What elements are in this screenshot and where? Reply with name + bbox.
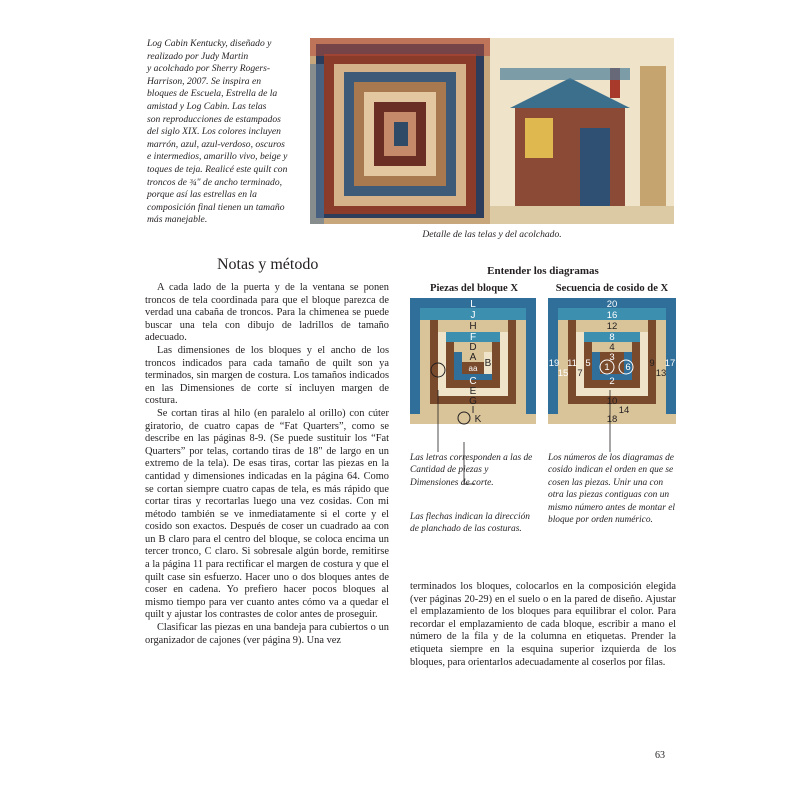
piece-label: C [469,376,477,387]
sequence-number: 8 [609,332,615,343]
caption-line: Log Cabin Kentucky, diseñado y [147,38,272,49]
sequence-number: 1 [604,362,610,373]
sequence-number: 3 [609,352,615,363]
piece-label: G [469,396,477,407]
sequence-number: 12 [606,321,618,332]
piece-label: H [469,321,477,332]
sequence-number: 15 [557,368,569,379]
caption-line: y acolchado por Sherry Rogers- [147,63,271,75]
paragraph: Clasificar las piezas en una bandeja para cubiertos o un organizador de cajones (ver página 9). Una vez [145,622,389,646]
caption-line: toques de teja. Realicé este quilt con [147,163,288,175]
sequence-number: 10 [606,396,618,407]
sequence-number: 9 [649,358,655,369]
paragraph: A cada lado de la puerta y de la ventana se ponen troncos de tela coordinada para que el bloque parezca de verdad una cabaña de troncos. Para la chimenea se puede buscar una tela con dibujo de ladrillos de tamaño adecuado. [145,282,389,344]
caption-line: realizado por Judy Martin [147,50,249,62]
caption-line: e intermedios, amarillo vivo, beige y [147,151,288,163]
piece-label: B [484,358,492,369]
note-letters: Las letras corresponden a las de Cantidad de piezas y Dimensiones de corte. [410,453,533,488]
piece-label: I [471,405,475,416]
piece-label: L [470,299,476,310]
piece-label: D [469,342,477,353]
sequence-number: 14 [618,405,630,416]
piece-label: K [474,414,482,425]
piece-label: aa [468,364,478,373]
paragraph: Se cortan tiras al hilo (en paralelo al orillo) con cúter giratorio, de cuatro capas de “Fat Quarters”, como se describe en las páginas 8-9. (Se puede sustituir los “Fat Quarters” por telas, cortando tiras de 18" de largo en un extremo de la tela). De esas tiras, cortar las piezas en la cantidad y dimensiones indicadas en la página 64. Como se cortan siempre cuatro capas de tela, es más rápido que cortar tiras y recortarlas luego una vez cosidas. Con mi método también se ve inmediatamente si el corte y el cosido son exactos. Después de coser un cuadrado aa con un B claro para el centro del bloque, se coloca encima un tercer tronco, C claro. Si sobresale algún borde, remitirse a la página 11 para rectificar el margen de costura y que el quilt case sin esfuerzo. Hacer uno o dos bloques antes de coser en cadena. Yo prefiero hacer pocos bloques al mismo tiempo para ver cuanto antes cómo va a quedar el quilt y ajustar los contrastes de color antes de proseguir. [145,407,389,621]
caption-line: del siglo XIX. Los colores incluyen [147,126,281,138]
caption-line: porque así las estrellas en la [147,189,257,201]
piece-label: F [469,332,477,343]
caption-line: troncos de ¾" de ancho terminado, [147,176,283,188]
sequence-number: 5 [585,358,591,369]
quilt-photo [310,38,674,224]
note-arrows: Las flechas indican la dirección de planchado de las costuras. [410,512,530,535]
caption-line: son reproducciones de estampados [147,113,281,125]
caption-line: más manejable. [147,214,208,226]
right-column [410,581,676,669]
caption-line: marrón, azul, azul-verdoso, oscuros [147,138,285,150]
caption-line: Harrison, 2007. Se inspira en [147,75,262,87]
house-block-right [490,38,674,224]
caption-line: amistad y Log Cabin. Las telas [147,100,267,112]
paragraph: terminados los bloques, colocarlos en la composición elegida (ver páginas 20-29) en el suelo o en la pared de diseño. Ajustar el emplazamiento de los bloques para equilibrar el color. Para recordar el emplazamiento de cada bloque, escribir a mano el número de la fila y de la columna en etiquetas. Prender la etiqueta siempre en la esquina superior izquierda de los bloques, para orientarlos adecuadamente al coserlos por filas. [410,581,676,668]
quilt-caption [147,38,297,227]
sequence-number: 20 [606,299,618,310]
sequence-number: 2 [609,376,615,387]
sequence-number: 19 [548,358,560,369]
sequence-number: 16 [606,310,618,321]
caption-line: composición final tienen un tamaño [147,201,285,213]
piece-label: J [470,310,476,321]
sequence-number: 7 [577,368,583,379]
section-heading: Notas y método [217,256,319,273]
note-numbers: Los números de los diagramas de cosido indican el orden en que se cosen las piezas. Unir una con otra las piezas contiguas con un mismo número antes de montar el bloque por orden numérico. [548,453,675,526]
paragraph: Las dimensiones de los bloques y el ancho de los troncos indicados para cada tamaño de quilt son ya terminados, sin margen de costura. Los tamaños indicados en las Dimensiones de corte sí incluyen margen de costura. [145,344,389,407]
sequence-number: 17 [664,358,676,369]
sewing-sequence-title: Secuencia de cosido de X [555,283,669,294]
sequence-number: 13 [655,368,667,379]
sequence-number: 6 [625,362,631,373]
diagrams-title: Entender los diagramas [487,265,599,277]
quilt-photo-art [310,38,674,224]
left-column [145,282,389,647]
photo-caption: Detalle de las telas y del acolchado. [422,229,562,240]
sequence-number: 18 [606,414,618,425]
sequence-number: 4 [609,342,615,353]
sequence-number: 11 [567,358,577,369]
block-pieces-title: Piezas del bloque X [430,283,518,294]
page-number: 63 [655,750,665,761]
piece-label: E [469,386,477,397]
log-cabin-block-left [310,38,490,224]
caption-line: bloques de Escuela, Estrella de la [147,88,278,100]
piece-label: A [469,352,477,363]
